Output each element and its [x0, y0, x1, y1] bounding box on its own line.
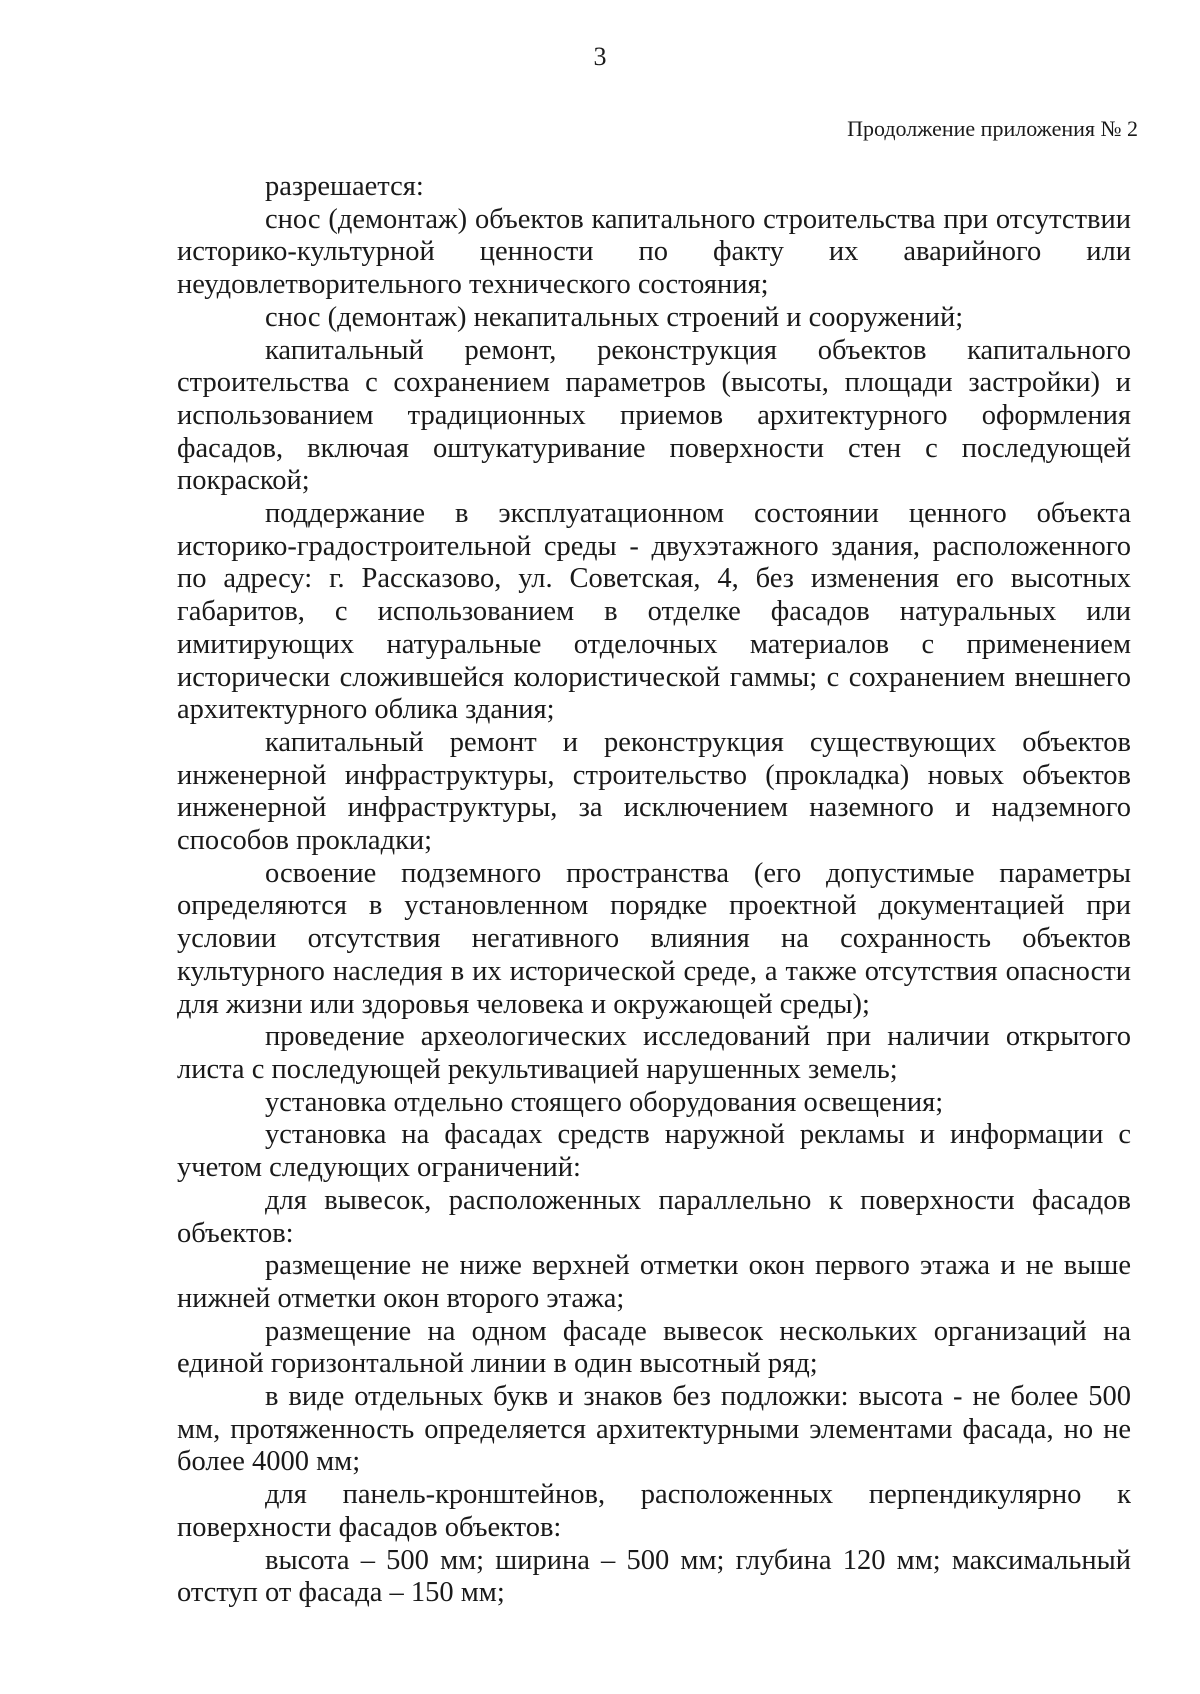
- paragraph-parallel-signs: для вывесок, расположенных параллельно к поверхности фасадов объектов:: [177, 1184, 1131, 1249]
- paragraph-capital-repair: капитальный ремонт, реконструкция объектов капитального строительства с сохранением параметров (высоты, площади застройки) и использованием традиционных приемов архитектурного оформления фасадов, включая оштукатуривание поверхности стен с последующей покраской;: [177, 334, 1131, 497]
- paragraph-sign-single-row: размещение на одном фасаде вывесок нескольких организаций на единой горизонтальной линии в один высотный ряд;: [177, 1315, 1131, 1380]
- paragraph-allowed-intro: разрешается:: [265, 171, 424, 202]
- page-number: 3: [593, 42, 607, 71]
- paragraph-maintenance-valuable-object: поддержание в эксплуатационном состоянии ценного объекта историко-градостроительной среды - двухэтажного здания, расположенного по адресу: г. Рассказово, ул. Советская, 4, без изменения его высотных габаритов, с использованием в отделке фасадов натуральных или имитирующих натуральные отделочных материалов с применением исторически сложившейся колористической гаммы; с сохранением внешнего архитектурного облика здания;: [177, 498, 1131, 726]
- paragraph-engineering-infrastructure: капитальный ремонт и реконструкция существующих объектов инженерной инфраструктуры, строительство (прокладка) новых объектов инженерной инфраструктуры, за исключением наземного и надземного способов прокладки;: [177, 726, 1131, 857]
- paragraph-demolition-capital: снос (демонтаж) объектов капитального строительства при отсутствии историко-культурной ценности по факту их аварийного или неудовлетворительного технического состояния;: [177, 203, 1131, 301]
- paragraph-demolition-noncapital: снос (демонтаж) некапитальных строений и сооружений;: [265, 301, 964, 333]
- paragraph-lighting-equipment: установка отдельно стоящего оборудования освещения;: [265, 1086, 944, 1118]
- paragraph-underground-space: освоение подземного пространства (его допустимые параметры определяются в установленном порядке проектной документацией при условии отсутствия негативного влияния на сохранность объектов культурного наследия в их исторической среде, а также отсутствия опасности для жизни или здоровья человека и окружающей среды);: [177, 857, 1131, 1020]
- paragraph-sign-placement-height: размещение не ниже верхней отметки окон первого этажа и не выше нижней отметки окон второго этажа;: [177, 1250, 1131, 1314]
- paragraph-archaeological-research: проведение археологических исследований при наличии открытого листа с последующей рекультивацией нарушенных земель;: [177, 1021, 1131, 1085]
- paragraph-advertising-installation: установка на фасадах средств наружной рекламы и информации с учетом следующих ограничений:: [177, 1119, 1131, 1184]
- appendix-continuation-label: Продолжение приложения № 2: [847, 116, 1138, 141]
- paragraph-bracket-dimensions: высота – 500 мм; ширина – 500 мм; глубина 120 мм; максимальный отступ от фасада – 150 мм;: [177, 1544, 1131, 1609]
- paragraph-panel-brackets: для панель-кронштейнов, расположенных перпендикулярно к поверхности фасадов объектов:: [177, 1479, 1131, 1543]
- paragraph-separate-letters: в виде отдельных букв и знаков без подложки: высота - не более 500 мм, протяженность определяется архитектурными элементами фасада, но не более 4000 мм;: [177, 1381, 1131, 1478]
- document-body: [177, 171, 1131, 1610]
